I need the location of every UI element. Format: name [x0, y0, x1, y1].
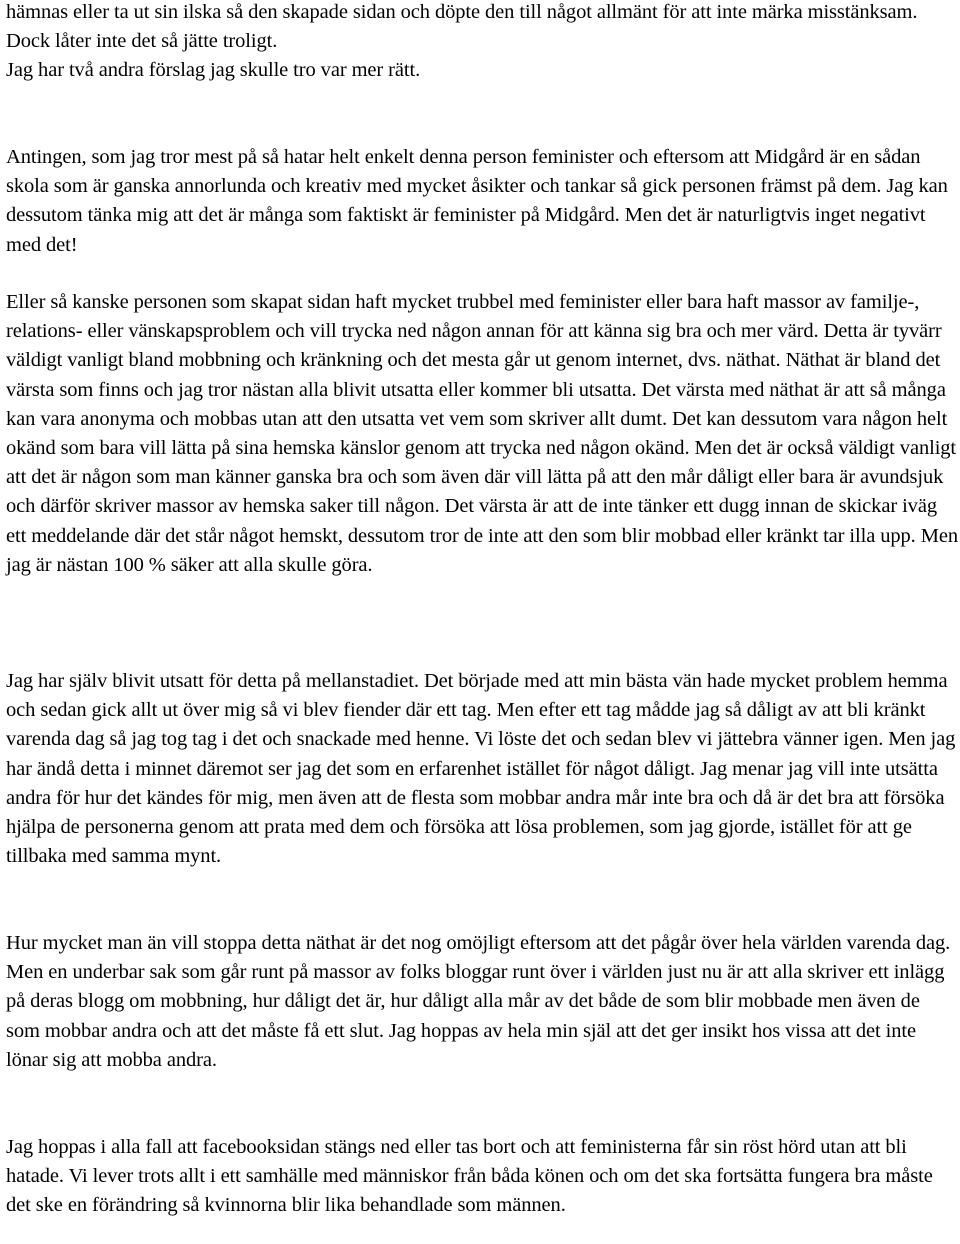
paragraph-5: Jag har själv blivit utsatt för detta på mellanstadiet. Det började med att min bästa vän hade mycket problem hemma och sedan gick allt ut över mig så vi blev fiender där ett tag. Men efter ett tag mådde jag så dåligt av att bli kränkt varenda dag så jag tog tag i det och snackade med henne. Vi löste det och sedan blev vi jättebra vänner igen. Men jag har ändå detta i minnet däremot ser jag det som en erfarenhet istället för något dåligt. Jag menar jag vill inte utsätta andra för hur det kändes för mig, men även att de flesta som mobbar andra mår inte bra och då är det bra att försöka hjälpa de personerna genom att prata med dem och försöka att lösa problemen, som jag gjorde, istället för att ge tillbaka med samma mynt. [6, 670, 956, 868]
paragraph-3: Antingen, som jag tror mest på så hatar helt enkelt denna person feminister och eftersom att Midgård är en sådan skola som är ganska annorlunda och kreativ med mycket åsikter och tankar så gick personen främst på dem. Jag kan dessutom tänka mig att det är många som faktiskt är feminister på Midgård. Men det är naturligtvis inget negativt med det! [6, 146, 948, 256]
paragraph-6: Hur mycket man än vill stoppa detta näthat är det nog omöjligt eftersom att det pågår över hela världen varenda dag. Men en underbar sak som går runt på massor av folks bloggar runt över i världen just nu är att alla skriver ett inlägg på deras blogg om mobbning, hur dåligt det är, hur dåligt alla mår av det både de som blir mobbade men även de som mobbar andra och att det måste få ett slut. Jag hoppas av hela min själ att det ger insikt hos vissa att det inte lönar sig att mobba andra. [6, 932, 951, 1071]
paragraph-1: hämnas eller ta ut sin ilska så den skapade sidan och döpte den till något allmänt för att inte märka misstänksam. Dock låter inte det så jätte troligt. [6, 1, 918, 53]
paragraph-2: Jag har två andra förslag jag skulle tro var mer rätt. [6, 59, 421, 81]
paragraph-7: Jag hoppas i alla fall att facebooksidan stängs ned eller tas bort och att feministerna får sin röst hörd utan att bli hatade. Vi lever trots allt i ett samhälle med människor från båda könen och om det ska fortsätta fungera bra måste det ske en förändring så kvinnorna blir lika behandlade som männen. [6, 1136, 933, 1217]
paragraph-4: Eller så kanske personen som skapat sidan haft mycket trubbel med feminister eller bara haft massor av familje-, relations- eller vänskapsproblem och vill trycka ned någon annan för att känna sig bra och mer värd. Detta är tyvärr väldigt vanligt bland mobbning och kränkning och det mesta går ut genom internet, dvs. näthat. Näthat är bland det värsta som finns och jag tror nästan alla blivit utsatta eller kommer bli utsatta. Det värsta med näthat är att så många kan vara anonyma och mobbas utan att den utsatta vet vem som skriver allt dumt. Det kan dessutom vara någon helt okänd som bara vill lätta på sina hemska känslor genom att trycka ned någon okänd. Men det är också väldigt vanligt att det är någon som man känner ganska bra och som även där vill lätta på att den mår dåligt eller bara är avundsjuk och därför skriver massor av hemska saker till någon. Det värsta är att de inte tänker ett dugg innan de skickar iväg ett meddelande där det står något hemskt, dessutom tror de inte att den som blir mobbad eller kränkt tar illa upp. Men jag är nästan 100 % säker att alla skulle göra. [6, 291, 959, 576]
